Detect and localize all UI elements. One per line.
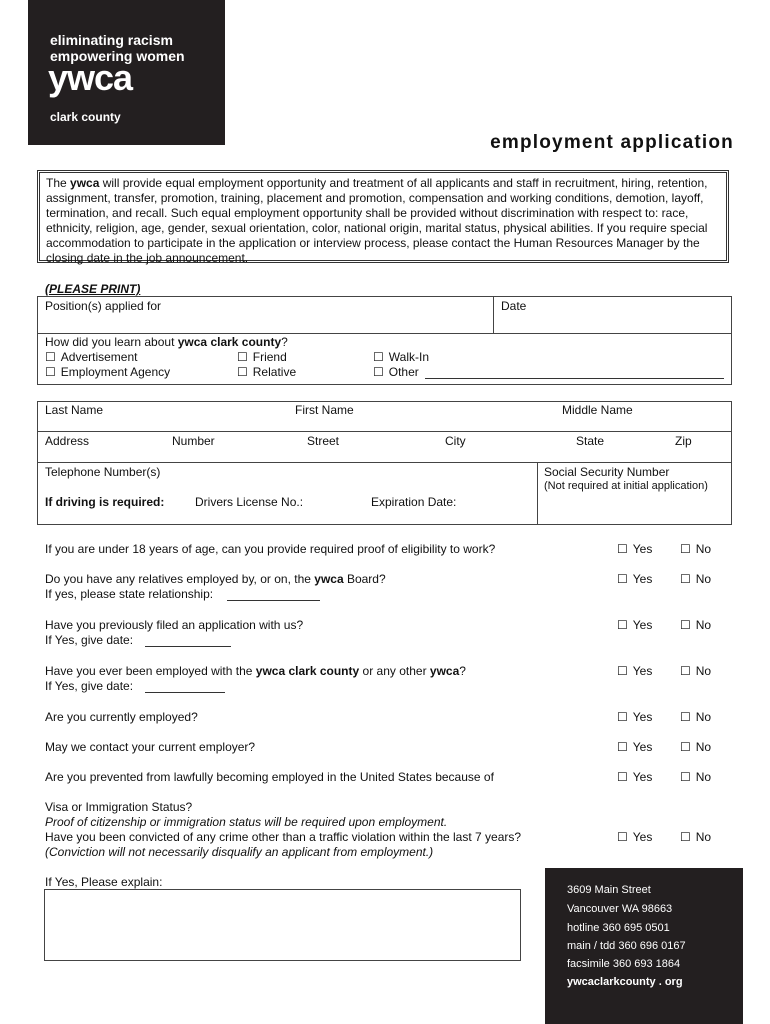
citizenship-proof-note: Proof of citizenship or immigration status will be required upon employment. [45,815,448,829]
q2-text-pre: Do you have any relatives employed by, or on, the [45,572,315,586]
question-previous-employment [45,664,466,679]
divider [537,462,538,525]
contact-info-block [545,868,743,1024]
logo-brand: ywca [48,57,133,98]
contact-hotline: hotline 360 695 0501 [567,922,670,934]
middle-name-field[interactable]: Middle Name [562,403,633,417]
q4-text-bold-1: ywca clark county [255,664,360,678]
explain-label: If Yes, Please explain: [45,875,163,889]
referral-question-pre: How did you learn about [45,335,178,349]
question-previous-application: Have you previously filed an application with us? [45,618,304,632]
policy-text-bold: ywca [70,176,100,190]
q2-text-post: Board? [343,572,386,586]
telephone-field[interactable]: Telephone Number(s) [45,465,161,479]
number-field[interactable]: Number [172,434,215,448]
ssn-field[interactable]: Social Security Number [544,465,670,479]
referral-question-post: ? [281,335,288,349]
date-field[interactable]: Date [501,299,527,313]
checkbox-friend[interactable]: ☐ Friend [237,350,287,364]
divider [37,462,732,463]
expiration-field[interactable]: Expiration Date: [371,495,457,509]
q2-no-checkbox[interactable]: ☐ No [680,572,711,586]
q4-text-post: ? [459,664,466,678]
city-field[interactable]: City [445,434,466,448]
referral-question-bold: ywca clark county [177,335,282,349]
logo-tagline-1: eliminating racism [50,32,173,48]
policy-text-pre: The [46,176,71,190]
zip-field[interactable]: Zip [675,434,692,448]
checkbox-other[interactable]: ☐ Other [373,365,419,379]
q6-yes-checkbox[interactable]: ☐ Yes [617,740,652,754]
divider [37,431,732,432]
street-field[interactable]: Street [307,434,340,448]
contact-fax: facsimile 360 693 1864 [567,958,681,970]
q3-date-prompt: If Yes, give date: [45,633,134,647]
q8-yes-checkbox[interactable]: ☐ Yes [617,830,652,844]
q5-no-checkbox[interactable]: ☐ No [680,710,711,724]
q7-no-checkbox[interactable]: ☐ No [680,770,711,784]
contact-website[interactable]: ywcaclarkcounty . org [567,976,683,988]
checkbox-employment-agency[interactable]: ☐ Employment Agency [45,365,170,379]
ywca-logo [28,0,225,145]
visa-status-text: Visa or Immigration Status? [45,800,193,814]
checkbox-advertisement[interactable]: ☐ Advertisement [45,350,137,364]
q4-text-mid: or any other [359,664,430,678]
q3-date-input-line[interactable] [145,646,231,647]
q3-yes-checkbox[interactable]: ☐ Yes [617,618,652,632]
policy-text-rest: will provide equal employment opportunity and treatment of all applicants and staff in recruitment, hiring, retention, assignment, transfer, promotion, training, placement and promotion, compensation and working conditions, demotion, layoff, termination, and recall. Such equal employment opportunity shall be provided without discrimination with respect to: race, ethnicity, religion, age, gender, sexual orientation, color, national origin, marital status, physical abilities. If you require special accommodation to participate in the application or interview process, please contact the Human Resources Manager by the closing date in the job announcement. [46,176,708,265]
q4-text-pre: Have you ever been employed with the [45,664,256,678]
question-currently-employed: Are you currently employed? [45,710,198,724]
first-name-field[interactable]: First Name [295,403,354,417]
relationship-prompt: If yes, please state relationship: [45,587,214,601]
question-conviction: Have you been convicted of any crime other than a traffic violation within the last 7 years? [45,830,522,844]
logo-tagline-2: empowering women [50,48,185,64]
q2-text-bold: ywca [314,572,344,586]
q7-yes-checkbox[interactable]: ☐ Yes [617,770,652,784]
question-lawful-employment: Are you prevented from lawfully becoming employed in the United States because of [45,770,494,784]
relationship-input-line[interactable] [227,600,320,601]
question-relatives [45,572,386,587]
q4-no-checkbox[interactable]: ☐ No [680,664,711,678]
contact-city: Vancouver WA 98663 [567,903,673,915]
logo-location: clark county [50,110,121,124]
q4-date-prompt: If Yes, give date: [45,679,134,693]
q4-date-input-line[interactable] [145,692,225,693]
please-print-note: (PLEASE PRINT) [45,282,141,296]
q2-yes-checkbox[interactable]: ☐ Yes [617,572,652,586]
divider [493,296,494,334]
q4-yes-checkbox[interactable]: ☐ Yes [617,664,652,678]
conviction-note: (Conviction will not necessarily disqualify an applicant from employment.) [45,845,434,859]
explain-textarea[interactable] [44,889,521,961]
q5-yes-checkbox[interactable]: ☐ Yes [617,710,652,724]
question-contact-employer: May we contact your current employer? [45,740,256,754]
referral-question [45,335,288,349]
q3-no-checkbox[interactable]: ☐ No [680,618,711,632]
checkbox-relative[interactable]: ☐ Relative [237,365,296,379]
question-under-18: If you are under 18 years of age, can you provide required proof of eligibility to work? [45,542,496,556]
q6-no-checkbox[interactable]: ☐ No [680,740,711,754]
q1-yes-checkbox[interactable]: ☐ Yes [617,542,652,556]
q4-text-bold-2: ywca [429,664,460,678]
other-input-line[interactable] [425,378,724,379]
position-field[interactable]: Position(s) applied for [45,299,162,313]
checkbox-walk-in[interactable]: ☐ Walk-In [373,350,429,364]
address-field[interactable]: Address [45,434,90,448]
driving-label: If driving is required: [45,495,165,509]
ssn-note: (Not required at initial application) [544,480,708,492]
last-name-field[interactable]: Last Name [45,403,104,417]
license-field[interactable]: Drivers License No.: [195,495,304,509]
contact-street: 3609 Main Street [567,884,651,896]
q1-no-checkbox[interactable]: ☐ No [680,542,711,556]
contact-tdd: main / tdd 360 696 0167 [567,940,686,952]
page-title: employment application [490,132,734,153]
state-field[interactable]: State [576,434,605,448]
q8-no-checkbox[interactable]: ☐ No [680,830,711,844]
eeo-policy-statement [37,170,729,263]
